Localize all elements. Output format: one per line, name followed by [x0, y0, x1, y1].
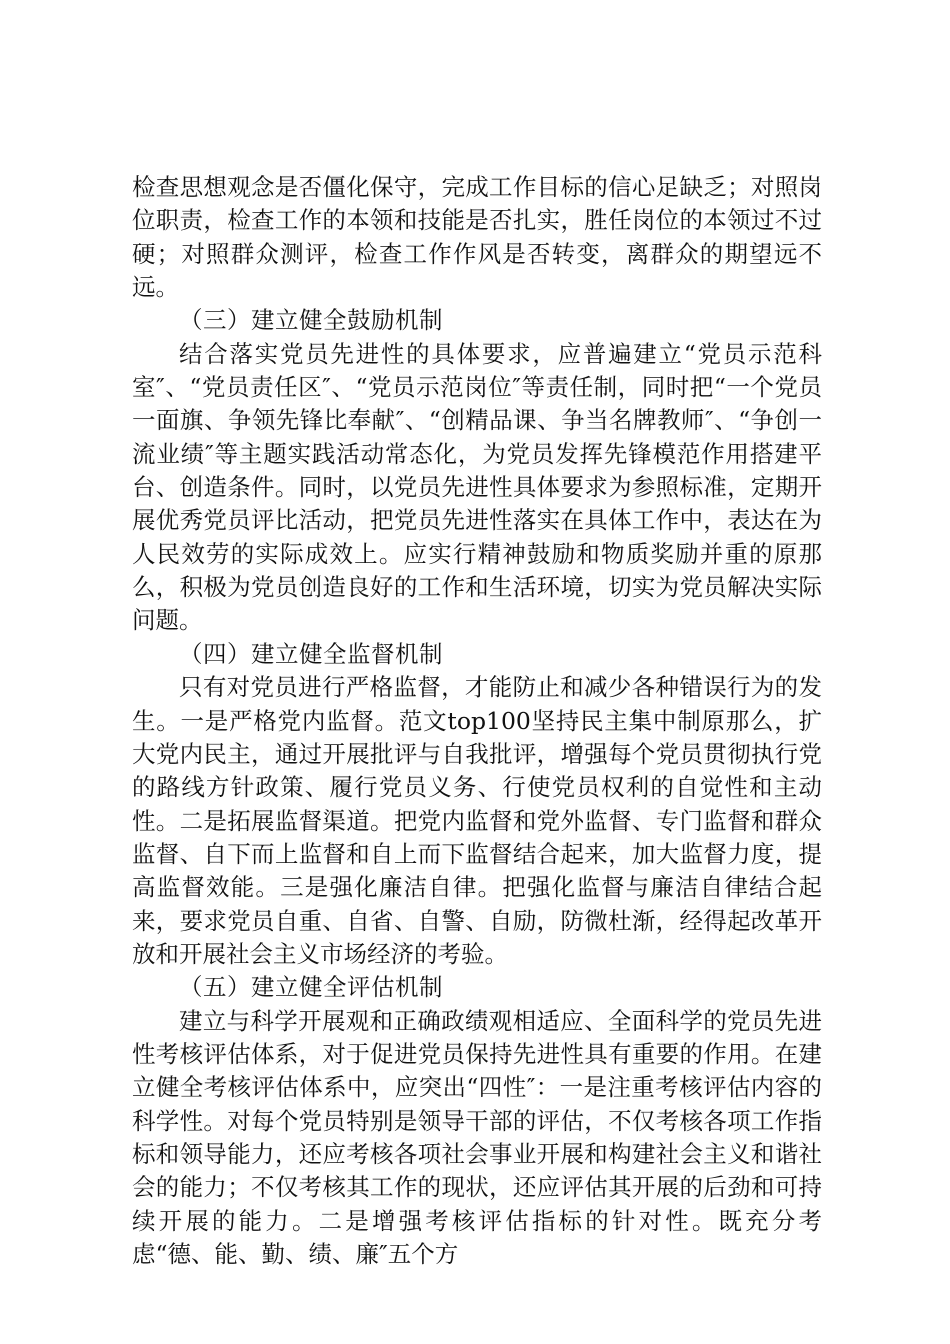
body-paragraph-supervision: 只有对党员进行严格监督，才能防止和减少各种错误行为的发生。一是严格党内监督。范文top100坚持民主集中制原那么，扩大党内民主，通过开展批评与自我批评，增强每个党员贯彻执行党的路线方针政策、履行党员义务、行使党员权利的自觉性和主动性。二是拓展监督渠道。把党内监督和党外监督、专门监督和群众监督、自下而上监督和自上而下监督结合起来，加大监督力度，提高监督效能。三是强化廉洁自律。把强化监督与廉洁自律结合起来，要求党员自重、自省、自警、自励，防微杜渐，经得起改革开放和开展社会主义市场经济的考验。: [132, 673, 822, 968]
body-paragraph-evaluation: 建立与科学开展观和正确政绩观相适应、全面科学的党员先进性考核评估体系，对于促进党员保持先进性具有重要的作用。在建立健全考核评估体系中，应突出“四性″：一是注重考核评估内容的科学性。对每个党员特别是领导干部的评估，不仅考核各项工作指标和领导能力，还应考核各项社会事业开展和构建社会主义和谐社会的能力；不仅考核其工作的现状，还应评估其开展的后劲和可持续开展的能力。二是增强考核评估指标的针对性。既充分考虑“德、能、勤、绩、廉″五个方: [132, 1006, 822, 1268]
section-heading-3: （三）建立健全鼓励机制: [179, 306, 443, 335]
body-paragraph-continued: 检查思想观念是否僵化保守，完成工作目标的信心足缺乏；对照岗位职责，检查工作的本领和技能是否扎实，胜任岗位的本领过不过硬；对照群众测评，检查工作作风是否转变，离群众的期望远不远。: [132, 173, 822, 302]
section-heading-4: （四）建立健全监督机制: [179, 639, 443, 668]
document-body: [132, 171, 822, 1271]
section-heading-5: （五）建立健全评估机制: [179, 973, 443, 1002]
body-paragraph-incentive: 结合落实党员先进性的具体要求，应普遍建立“党员示范科室″、“党员责任区″、“党员示范岗位″等责任制，同时把“一个党员一面旗、争领先锋比奉献″、“创精品课、争当名牌教师″、“争创一流业绩″等主题实践活动常态化，为党员发挥先锋模范作用搭建平台、创造条件。同时，以党员先进性具体要求为参照标准，定期开展优秀党员评比活动，把党员先进性落实在具体工作中，表达在为人民效劳的实际成效上。应实行精神鼓励和物质奖励并重的原那么，积极为党员创造良好的工作和生活环境，切实为党员解决实际问题。: [132, 339, 822, 635]
